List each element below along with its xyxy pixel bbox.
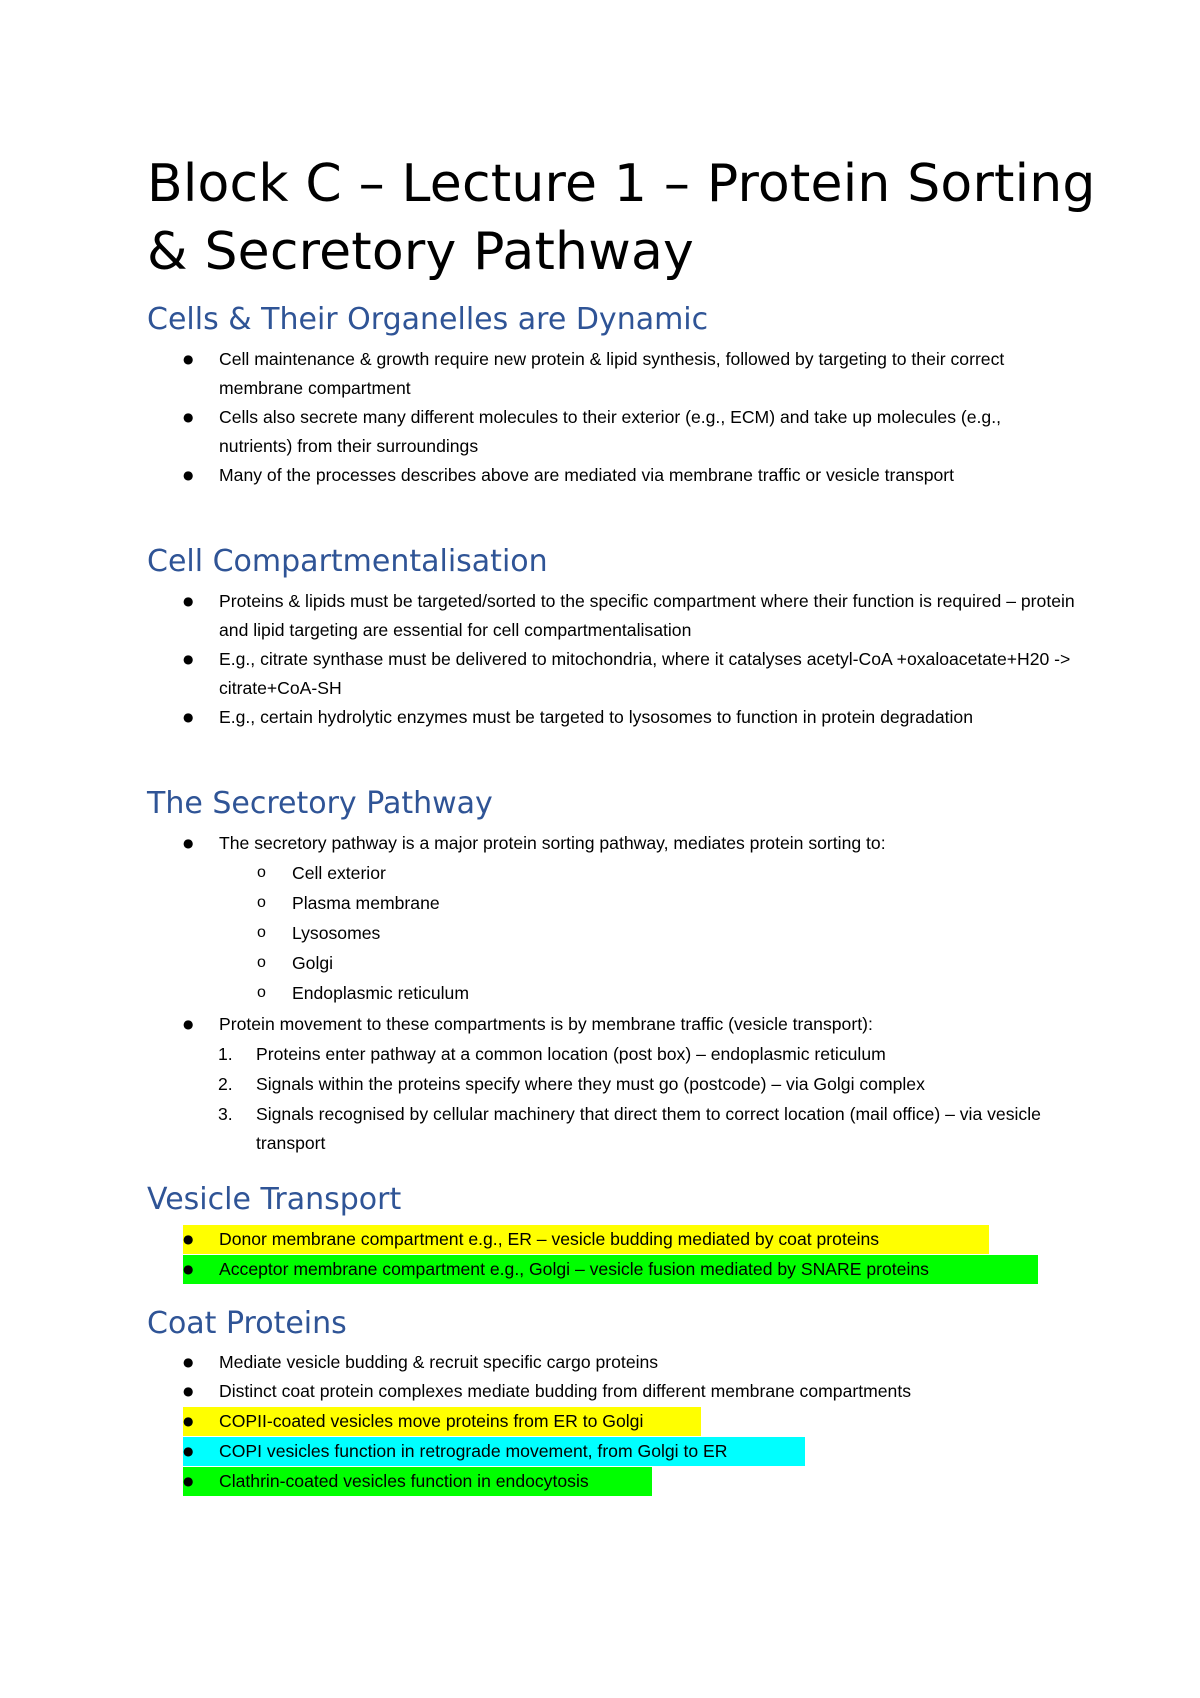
sub-list-item: Lysosomes [292,923,381,943]
section-heading: Cells & Their Organelles are Dynamic [147,302,709,337]
numbered-marker: 2. [218,1074,233,1094]
section-heading: Cell Compartmentalisation [147,544,548,579]
list-item: Clathrin-coated vesicles function in endocytosis [219,1471,589,1491]
bullet-icon: ● [183,1232,194,1246]
bullet-icon: ● [183,352,194,366]
list-item: Proteins & lipids must be targeted/sorted to the specific compartment where their function is required – protein and lipid targeting are essential for cell compartmentalisation [219,591,1075,640]
bullet-icon: ● [183,1262,194,1276]
sub-bullet-marker: o [257,894,266,911]
list-item: Cells also secrete many different molecules to their exterior (e.g., ECM) and take up molecules (e.g., nutrients) from their surroundings [219,407,1001,456]
list-item: Protein movement to these compartments is by membrane traffic (vesicle transport): [219,1014,873,1034]
bullet-icon: ● [183,468,194,482]
sub-bullet-marker: o [257,924,266,941]
list-item: Acceptor membrane compartment e.g., Golgi – vesicle fusion mediated by SNARE proteins [219,1259,929,1279]
bullet-icon: ● [183,652,194,666]
list-item: Mediate vesicle budding & recruit specific cargo proteins [219,1352,659,1372]
sub-list-item: Golgi [292,953,334,973]
numbered-item: Signals within the proteins specify where they must go (postcode) – via Golgi complex [256,1074,925,1094]
bullet-icon: ● [183,410,194,424]
bullet-icon: ● [183,836,194,850]
bullet-icon: ● [183,1444,194,1458]
bullet-icon: ● [183,594,194,608]
bullet-icon: ● [183,1414,194,1428]
list-item: Many of the processes describes above are mediated via membrane traffic or vesicle transport [219,465,955,485]
list-item: COPI vesicles function in retrograde movement, from Golgi to ER [219,1441,728,1461]
section-heading: Vesicle Transport [147,1182,402,1217]
list-item: E.g., certain hydrolytic enzymes must be targeted to lysosomes to function in protein degradation [219,707,973,727]
section-heading: The Secretory Pathway [147,786,493,821]
numbered-marker: 1. [218,1044,233,1064]
list-item: Cell maintenance & growth require new protein & lipid synthesis, followed by targeting to their correct membrane compartment [219,349,1005,398]
sub-list-item: Cell exterior [292,863,386,883]
sub-bullet-marker: o [257,984,266,1001]
numbered-item: Proteins enter pathway at a common location (post box) – endoplasmic reticulum [256,1044,886,1064]
bullet-icon: ● [183,1384,194,1398]
page-title: Block C – Lecture 1 – Protein Sorting & Secretory Pathway [147,154,1096,282]
sub-list-item: Plasma membrane [292,893,440,913]
section-heading: Coat Proteins [147,1306,347,1341]
list-item: Donor membrane compartment e.g., ER – vesicle budding mediated by coat proteins [219,1229,880,1249]
bullet-icon: ● [183,1355,194,1369]
list-item: E.g., citrate synthase must be delivered to mitochondria, where it catalyses acetyl-CoA +oxaloacetate+H20 -> citrate+CoA-SH [219,649,1071,698]
numbered-marker: 3. [218,1104,233,1124]
numbered-item: Signals recognised by cellular machinery that direct them to correct location (mail office) – via vesicle transport [256,1104,1041,1153]
bullet-icon: ● [183,1017,194,1031]
bullet-icon: ● [183,1474,194,1488]
bullet-icon: ● [183,710,194,724]
sub-bullet-marker: o [257,954,266,971]
sub-list-item: Endoplasmic reticulum [292,983,469,1003]
list-item: The secretory pathway is a major protein sorting pathway, mediates protein sorting to: [219,833,886,853]
list-item: COPII-coated vesicles move proteins from ER to Golgi [219,1411,644,1431]
sub-bullet-marker: o [257,864,266,881]
list-item: Distinct coat protein complexes mediate budding from different membrane compartments [219,1381,912,1401]
